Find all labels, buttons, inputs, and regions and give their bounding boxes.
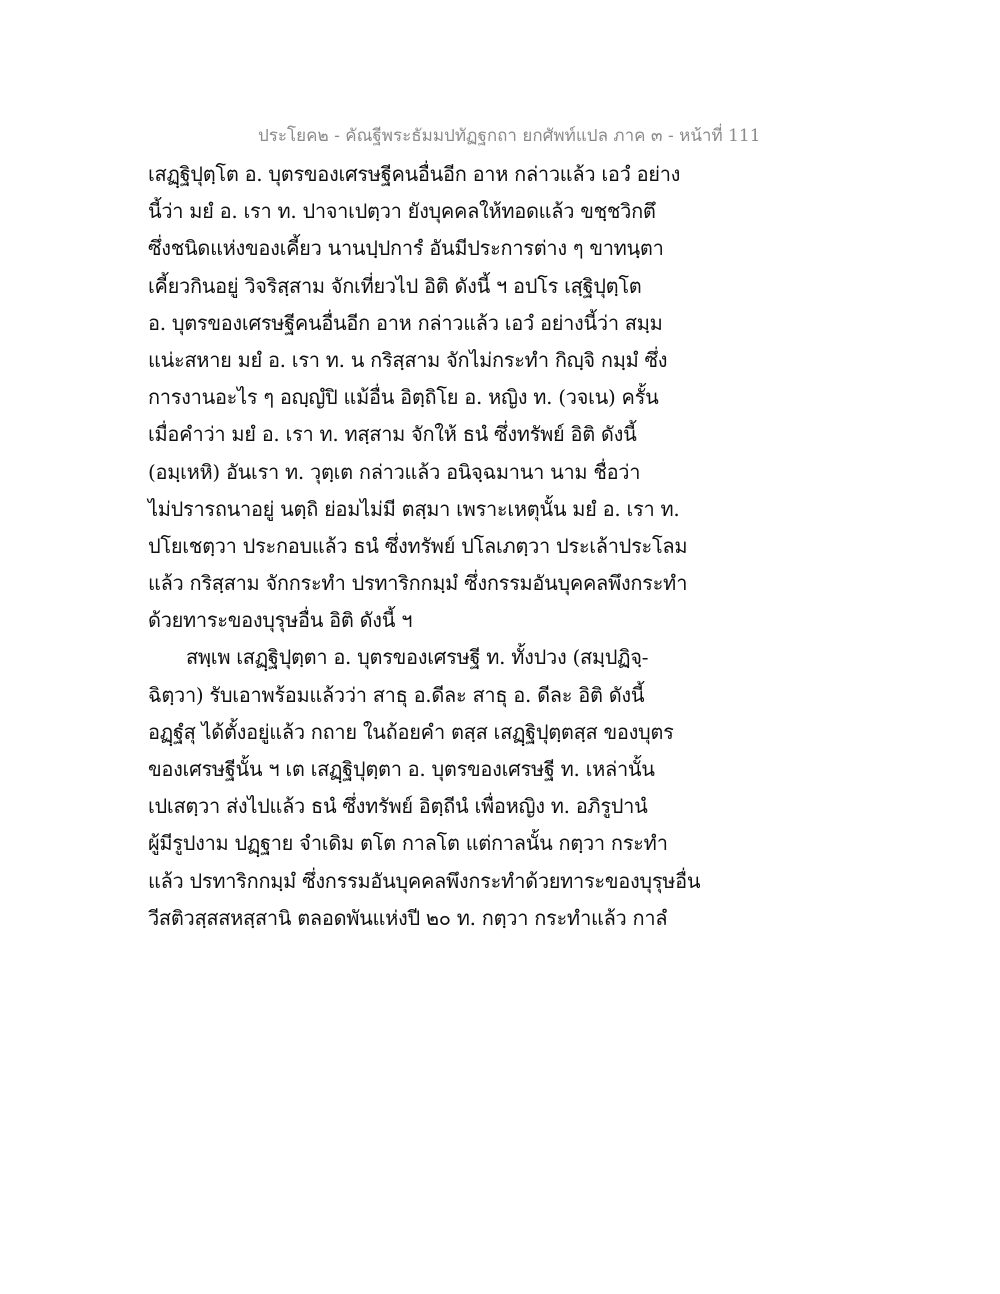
text-line: เมื่อคำว่า มยํ อ. เรา ท. ทสฺสาม จักให้ ธนํ ซึ่งทรัพย์ อิติ ดังนี้ bbox=[148, 422, 637, 447]
text-line: ไม่ปรารถนาอยู่ นตฺถิ ย่อมไม่มี ตสฺมา เพราะเหตุนั้น มยํ อ. เรา ท. bbox=[148, 496, 680, 521]
text-line: แน่ะสหาย มยํ อ. เรา ท. น กริสฺสาม จักไม่กระทำ กิญฺจิ กมฺมํ ซึ่ง bbox=[148, 347, 668, 372]
text-line: การงานอะไร ๆ อญฺญํปิ แม้อื่น อิตฺถิโย อ. หญิง ท. (วจเน) ครั้น bbox=[148, 385, 659, 410]
text-line: นี้ว่า มยํ อ. เรา ท. ปาจาเปตฺวา ยังบุคคลให้ทอดแล้ว ขชฺชวิกตึ bbox=[148, 199, 656, 224]
text-line: ซึ่งชนิดแห่งของเคี้ยว นานปฺปการํ อันมีประการต่าง ๆ ขาทนฺตา bbox=[148, 236, 664, 261]
text-line: ด้วยทาระของบุรุษอื่น อิติ ดังนี้ ฯ bbox=[148, 608, 413, 633]
text-line: เปเสตฺวา ส่งไปแล้ว ธนํ ซึ่งทรัพย์ อิตฺถีนํ เพื่อหญิง ท. อภิรูปานํ bbox=[148, 794, 648, 819]
text-line: เคี้ยวกินอยู่ วิจริสฺสาม จักเที่ยวไป อิติ ดังนี้ ฯ อปโร เสฺฐิปุตฺโต bbox=[148, 273, 642, 298]
text-line: อฏฺฐํสุ ได้ตั้งอยู่แล้ว กถาย ในถ้อยคำ ตสฺส เสฏฺฐิปุตฺตสฺส ของบุตร bbox=[148, 719, 674, 744]
text-line: อ. บุตรของเศรษฐีคนอื่นอีก อาห กล่าวแล้ว เอวํ อย่างนี้ว่า สมฺม bbox=[148, 310, 663, 335]
text-line: (อมฺเหหิ) อันเรา ท. วุตฺเต กล่าวแล้ว อนิจฺฉมานา นาม ชื่อว่า bbox=[148, 459, 641, 484]
text-line: ของเศรษฐีนั้น ฯ เต เสฏฺฐิปุตฺตา อ. บุตรของเศรษฐี ท. เหล่านั้น bbox=[148, 757, 655, 781]
paragraph-2 bbox=[148, 639, 708, 937]
page-header: ประโยค๒ - คัณฐีพระธัมมปทัฏฐกถา ยกศัพท์แปล ภาค ๓ - หน้าที่ 111 bbox=[258, 126, 761, 146]
text-line: ผู้มีรูปงาม ปฏฺฐาย จำเดิม ตโต กาลโต แต่กาลนั้น กตฺวา กระทำ bbox=[148, 831, 668, 856]
text-line: วีสติวสฺสสหสฺสานิ ตลอดพันแห่งปี ๒๐ ท. กตฺวา กระทำแล้ว กาลํ bbox=[148, 905, 668, 930]
text-line: เสฏฺฐิปุตฺโต อ. บุตรของเศรษฐีคนอื่นอีก อาห กล่าวแล้ว เอวํ อย่าง bbox=[148, 162, 681, 186]
text-line: แล้ว ปรทาริกกมฺมํ ซึ่งกรรมอันบุคคลพึงกระทำด้วยทาระของบุรุษอื่น bbox=[148, 868, 701, 893]
text-line: ฉิตฺวา) รับเอาพร้อมแล้วว่า สาธุ อ.ดีละ สาธุ อ. ดีละ อิติ ดังนี้ bbox=[148, 682, 645, 707]
text-line: สพฺเพ เสฏฺฐิปุตฺตา อ. บุตรของเศรษฐี ท. ทั้งปวง (สมฺปฏิจฺ- bbox=[186, 645, 649, 670]
text-line: แล้ว กริสฺสาม จักกระทำ ปรทาริกกมฺมํ ซึ่งกรรมอันบุคคลพึงกระทำ bbox=[148, 571, 688, 596]
paragraph-1 bbox=[148, 156, 708, 639]
document-body bbox=[148, 156, 708, 937]
text-line: ปโยเชตฺวา ประกอบแล้ว ธนํ ซึ่งทรัพย์ ปโลเภตฺวา ประเล้าประโลม bbox=[148, 533, 688, 558]
